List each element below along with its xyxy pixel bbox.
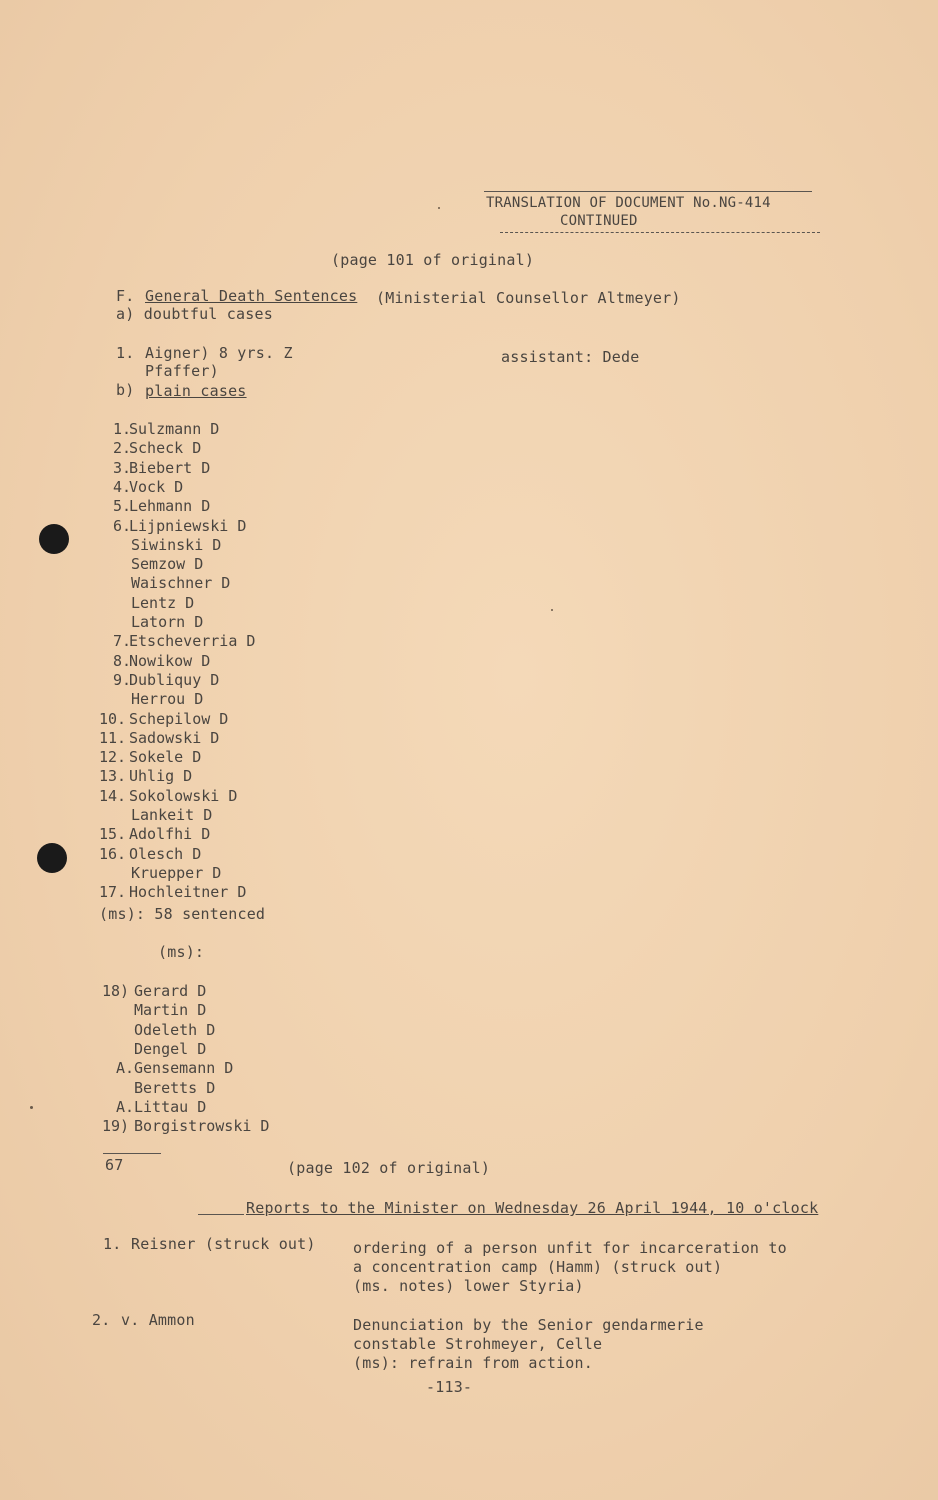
paper-speck [438,207,440,209]
report-1-line-1: ordering of a person unfit for incarceration to [353,1239,787,1257]
case-number: 14. [99,786,127,805]
punch-hole-top [39,524,69,554]
case-number: 6. [113,516,132,535]
report-1-number: 1. [103,1235,122,1253]
ms-label: (ms): [158,943,205,961]
plain-cases-prefix: b) [116,381,135,399]
case-number: 16. [99,844,127,863]
case-name: Beretts D [134,1078,216,1097]
document-title: TRANSLATION OF DOCUMENT No.NG-414 [486,195,771,211]
case-name: Hochleitner D [129,883,247,902]
case-name: Dubliquy D [129,670,220,689]
report-1-name: Reisner (struck out) [131,1235,316,1253]
case-number: 9. [113,670,132,689]
case-number: A. [116,1097,135,1116]
footnote-number: 67 [105,1156,124,1174]
case-name: Sokele D [129,748,202,767]
case-number: 8. [113,651,132,670]
page-101-marker: (page 101 of original) [331,251,535,269]
report-2-line-1: Denunciation by the Senior gendarmerie [353,1316,704,1334]
case-name: Olesch D [129,844,202,863]
doubtful-item-number: 1. [116,344,135,362]
case-number: 11. [99,728,127,747]
report-2-line-2: constable Strohmeyer, Celle [353,1335,603,1353]
case-name: Semzow D [131,555,204,574]
document-title-continued: CONTINUED [560,213,638,229]
header-bottom-rule [500,232,820,233]
case-name: Adolfhi D [129,825,211,844]
reports-heading-lead-rule [198,1214,244,1215]
case-name: Lehmann D [129,497,211,516]
case-name: Sokolowski D [129,786,238,805]
case-number: 15. [99,825,127,844]
doubtful-item-text-2: Pfaffer) [145,362,219,380]
case-name: Littau D [134,1097,207,1116]
case-name: Odeleth D [134,1020,216,1039]
case-name: Vock D [129,477,184,496]
case-name: Lijpniewski D [129,516,247,535]
header-top-rule [484,191,812,192]
case-name: Uhlig D [129,767,193,786]
case-number: 19) [102,1117,130,1136]
case-name: Schepilow D [129,709,229,728]
report-1-line-3: (ms. notes) lower Styria) [353,1277,584,1295]
case-name: Gerard D [134,982,207,1000]
case-number: 3. [113,458,132,477]
page-102-marker: (page 102 of original) [287,1159,491,1177]
section-f-prefix: F. [116,287,135,305]
report-1-line-2: a concentration camp (Hamm) (struck out) [353,1258,723,1276]
case-number: 7. [113,632,132,651]
case-name: Herrou D [131,690,204,709]
case-name: Scheck D [129,439,202,458]
doubtful-cases-label: a) doubtful cases [116,305,273,323]
case-name: Latorn D [131,613,204,631]
case-name: Kruepper D [131,863,222,882]
section-f-heading: General Death Sentences [145,287,358,305]
case-number: 10. [99,709,127,728]
report-2-line-3: (ms): refrain from action. [353,1354,593,1372]
case-number: 4. [113,477,132,496]
case-number: 13. [99,767,127,786]
case-name: Biebert D [129,458,211,477]
section-f-counsellor: (Ministerial Counsellor Altmeyer) [376,289,681,307]
reports-heading: Reports to the Minister on Wednesday 26 April 1944, 10 o'clock [246,1199,819,1217]
case-number: 17. [99,883,127,902]
case-name: Sadowski D [129,728,220,747]
report-2-number: 2. [92,1311,111,1329]
plain-cases-label: plain cases [145,382,247,400]
case-number: 12. [99,748,127,767]
case-name: Lentz D [131,593,195,612]
case-name: Siwinski D [131,535,222,554]
case-number: 18) [102,982,130,1000]
ms-sentenced-note: (ms): 58 sentenced [99,905,266,923]
case-name: Etscheverria D [129,632,256,651]
page-number: -113- [426,1378,473,1396]
case-name: Gensemann D [134,1059,234,1078]
report-2-name: v. Ammon [121,1311,195,1329]
paper-speck [551,609,553,611]
punch-hole-bottom [37,843,67,873]
case-number: A. [116,1059,135,1078]
footnote-rule [103,1153,161,1154]
case-name: Lankeit D [131,806,213,824]
doubtful-item-text: Aigner) 8 yrs. Z [145,344,293,362]
case-name: Borgistrowski D [134,1117,270,1136]
case-number: 5. [113,497,132,516]
paper-speck [30,1106,33,1109]
case-name: Nowikow D [129,651,211,670]
case-name: Dengel D [134,1039,207,1058]
case-name: Martin D [134,1001,207,1020]
assistant-note: assistant: Dede [501,348,640,366]
case-name: Waischner D [131,574,231,593]
case-name: Sulzmann D [129,420,220,438]
case-number: 1. [113,420,132,438]
case-number: 2. [113,439,132,458]
